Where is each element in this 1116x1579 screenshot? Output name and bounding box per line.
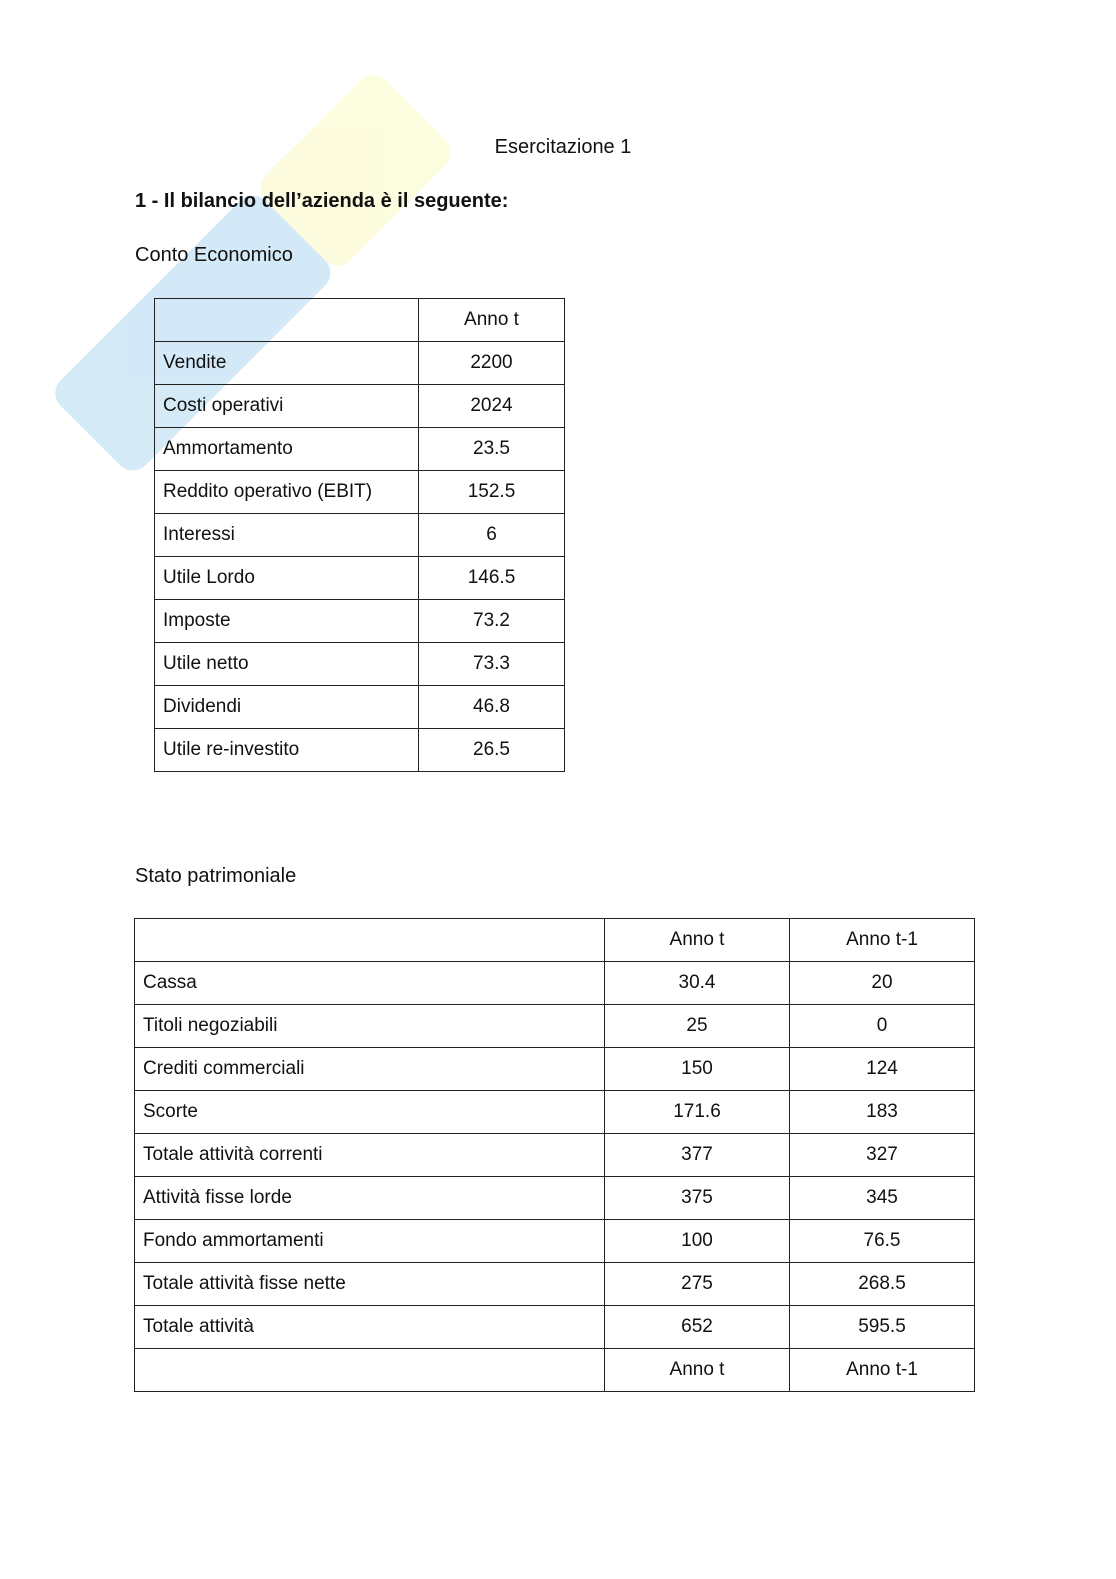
row-value-anno-t-1: 268.5: [790, 1263, 975, 1306]
table-footer-row: [135, 1349, 975, 1392]
table-row: [135, 1263, 975, 1306]
row-label: Attività fisse lorde: [135, 1177, 605, 1220]
row-value-anno-t: 25: [605, 1005, 790, 1048]
table-row: [155, 600, 565, 643]
row-value-anno-t-1: 183: [790, 1091, 975, 1134]
row-value-anno-t: 171.6: [605, 1091, 790, 1134]
table-row: [155, 557, 565, 600]
row-value-anno-t: 150: [605, 1048, 790, 1091]
table-row: [135, 1177, 975, 1220]
header-cell-anno-t-1: Anno t-1: [790, 919, 975, 962]
table-header-row: [135, 919, 975, 962]
table-row: [155, 342, 565, 385]
row-value-anno-t-1: 0: [790, 1005, 975, 1048]
row-label: Utile re-investito: [155, 729, 419, 772]
page-title: Esercitazione 1: [494, 136, 632, 158]
row-value-anno-t: 152.5: [419, 471, 565, 514]
row-value-anno-t: 100: [605, 1220, 790, 1263]
row-label: Scorte: [135, 1091, 605, 1134]
stato-patrimoniale-title: Stato patrimoniale: [135, 865, 297, 887]
row-value-anno-t: 73.3: [419, 643, 565, 686]
row-label: Dividendi: [155, 686, 419, 729]
row-label: Costi operativi: [155, 385, 419, 428]
table-row: [155, 385, 565, 428]
table-row: [135, 1134, 975, 1177]
row-value-anno-t-1: 327: [790, 1134, 975, 1177]
row-label: Totale attività fisse nette: [135, 1263, 605, 1306]
conto-economico-title: Conto Economico: [135, 244, 293, 266]
row-value-anno-t-1: 20: [790, 962, 975, 1005]
row-value-anno-t: 2024: [419, 385, 565, 428]
row-label: Utile netto: [155, 643, 419, 686]
table-row: [155, 471, 565, 514]
header-cell-label: [155, 299, 419, 342]
row-label: Totale attività: [135, 1306, 605, 1349]
table-row: [135, 1220, 975, 1263]
row-value-anno-t: 375: [605, 1177, 790, 1220]
table-header-row: [155, 299, 565, 342]
row-value-anno-t: 23.5: [419, 428, 565, 471]
row-value-anno-t: 652: [605, 1306, 790, 1349]
row-value-anno-t: 30.4: [605, 962, 790, 1005]
row-value-anno-t: 46.8: [419, 686, 565, 729]
row-value-anno-t-1: 124: [790, 1048, 975, 1091]
row-label: Reddito operativo (EBIT): [155, 471, 419, 514]
header-cell-label: [135, 919, 605, 962]
row-value-anno-t: 377: [605, 1134, 790, 1177]
row-label: Interessi: [155, 514, 419, 557]
footer-cell-anno-t-1: Anno t-1: [790, 1349, 975, 1392]
row-value-anno-t: 275: [605, 1263, 790, 1306]
row-label: Fondo ammortamenti: [135, 1220, 605, 1263]
table-row: [135, 1091, 975, 1134]
table-row: [155, 643, 565, 686]
row-label: Imposte: [155, 600, 419, 643]
stato-patrimoniale-table: [134, 918, 975, 1392]
table-row: [155, 514, 565, 557]
question-heading: 1 - Il bilancio dell’azienda è il seguente:: [135, 190, 509, 212]
row-value-anno-t: 2200: [419, 342, 565, 385]
header-cell-anno-t: Anno t: [605, 919, 790, 962]
row-label: Crediti commerciali: [135, 1048, 605, 1091]
row-label: Vendite: [155, 342, 419, 385]
row-label: Utile Lordo: [155, 557, 419, 600]
table-row: [135, 1005, 975, 1048]
row-value-anno-t: 73.2: [419, 600, 565, 643]
table-row: [155, 428, 565, 471]
row-value-anno-t-1: 76.5: [790, 1220, 975, 1263]
row-value-anno-t: 146.5: [419, 557, 565, 600]
table-row: [155, 729, 565, 772]
row-value-anno-t: 6: [419, 514, 565, 557]
row-value-anno-t-1: 345: [790, 1177, 975, 1220]
conto-economico-table: [154, 298, 565, 772]
row-label: Totale attività correnti: [135, 1134, 605, 1177]
table-row: [135, 1306, 975, 1349]
header-cell-anno-t: Anno t: [419, 299, 565, 342]
row-label: Titoli negoziabili: [135, 1005, 605, 1048]
table-row: [155, 686, 565, 729]
table-row: [135, 962, 975, 1005]
row-value-anno-t-1: 595.5: [790, 1306, 975, 1349]
table-row: [135, 1048, 975, 1091]
row-label: Ammortamento: [155, 428, 419, 471]
footer-cell-label: [135, 1349, 605, 1392]
footer-cell-anno-t: Anno t: [605, 1349, 790, 1392]
row-label: Cassa: [135, 962, 605, 1005]
row-value-anno-t: 26.5: [419, 729, 565, 772]
